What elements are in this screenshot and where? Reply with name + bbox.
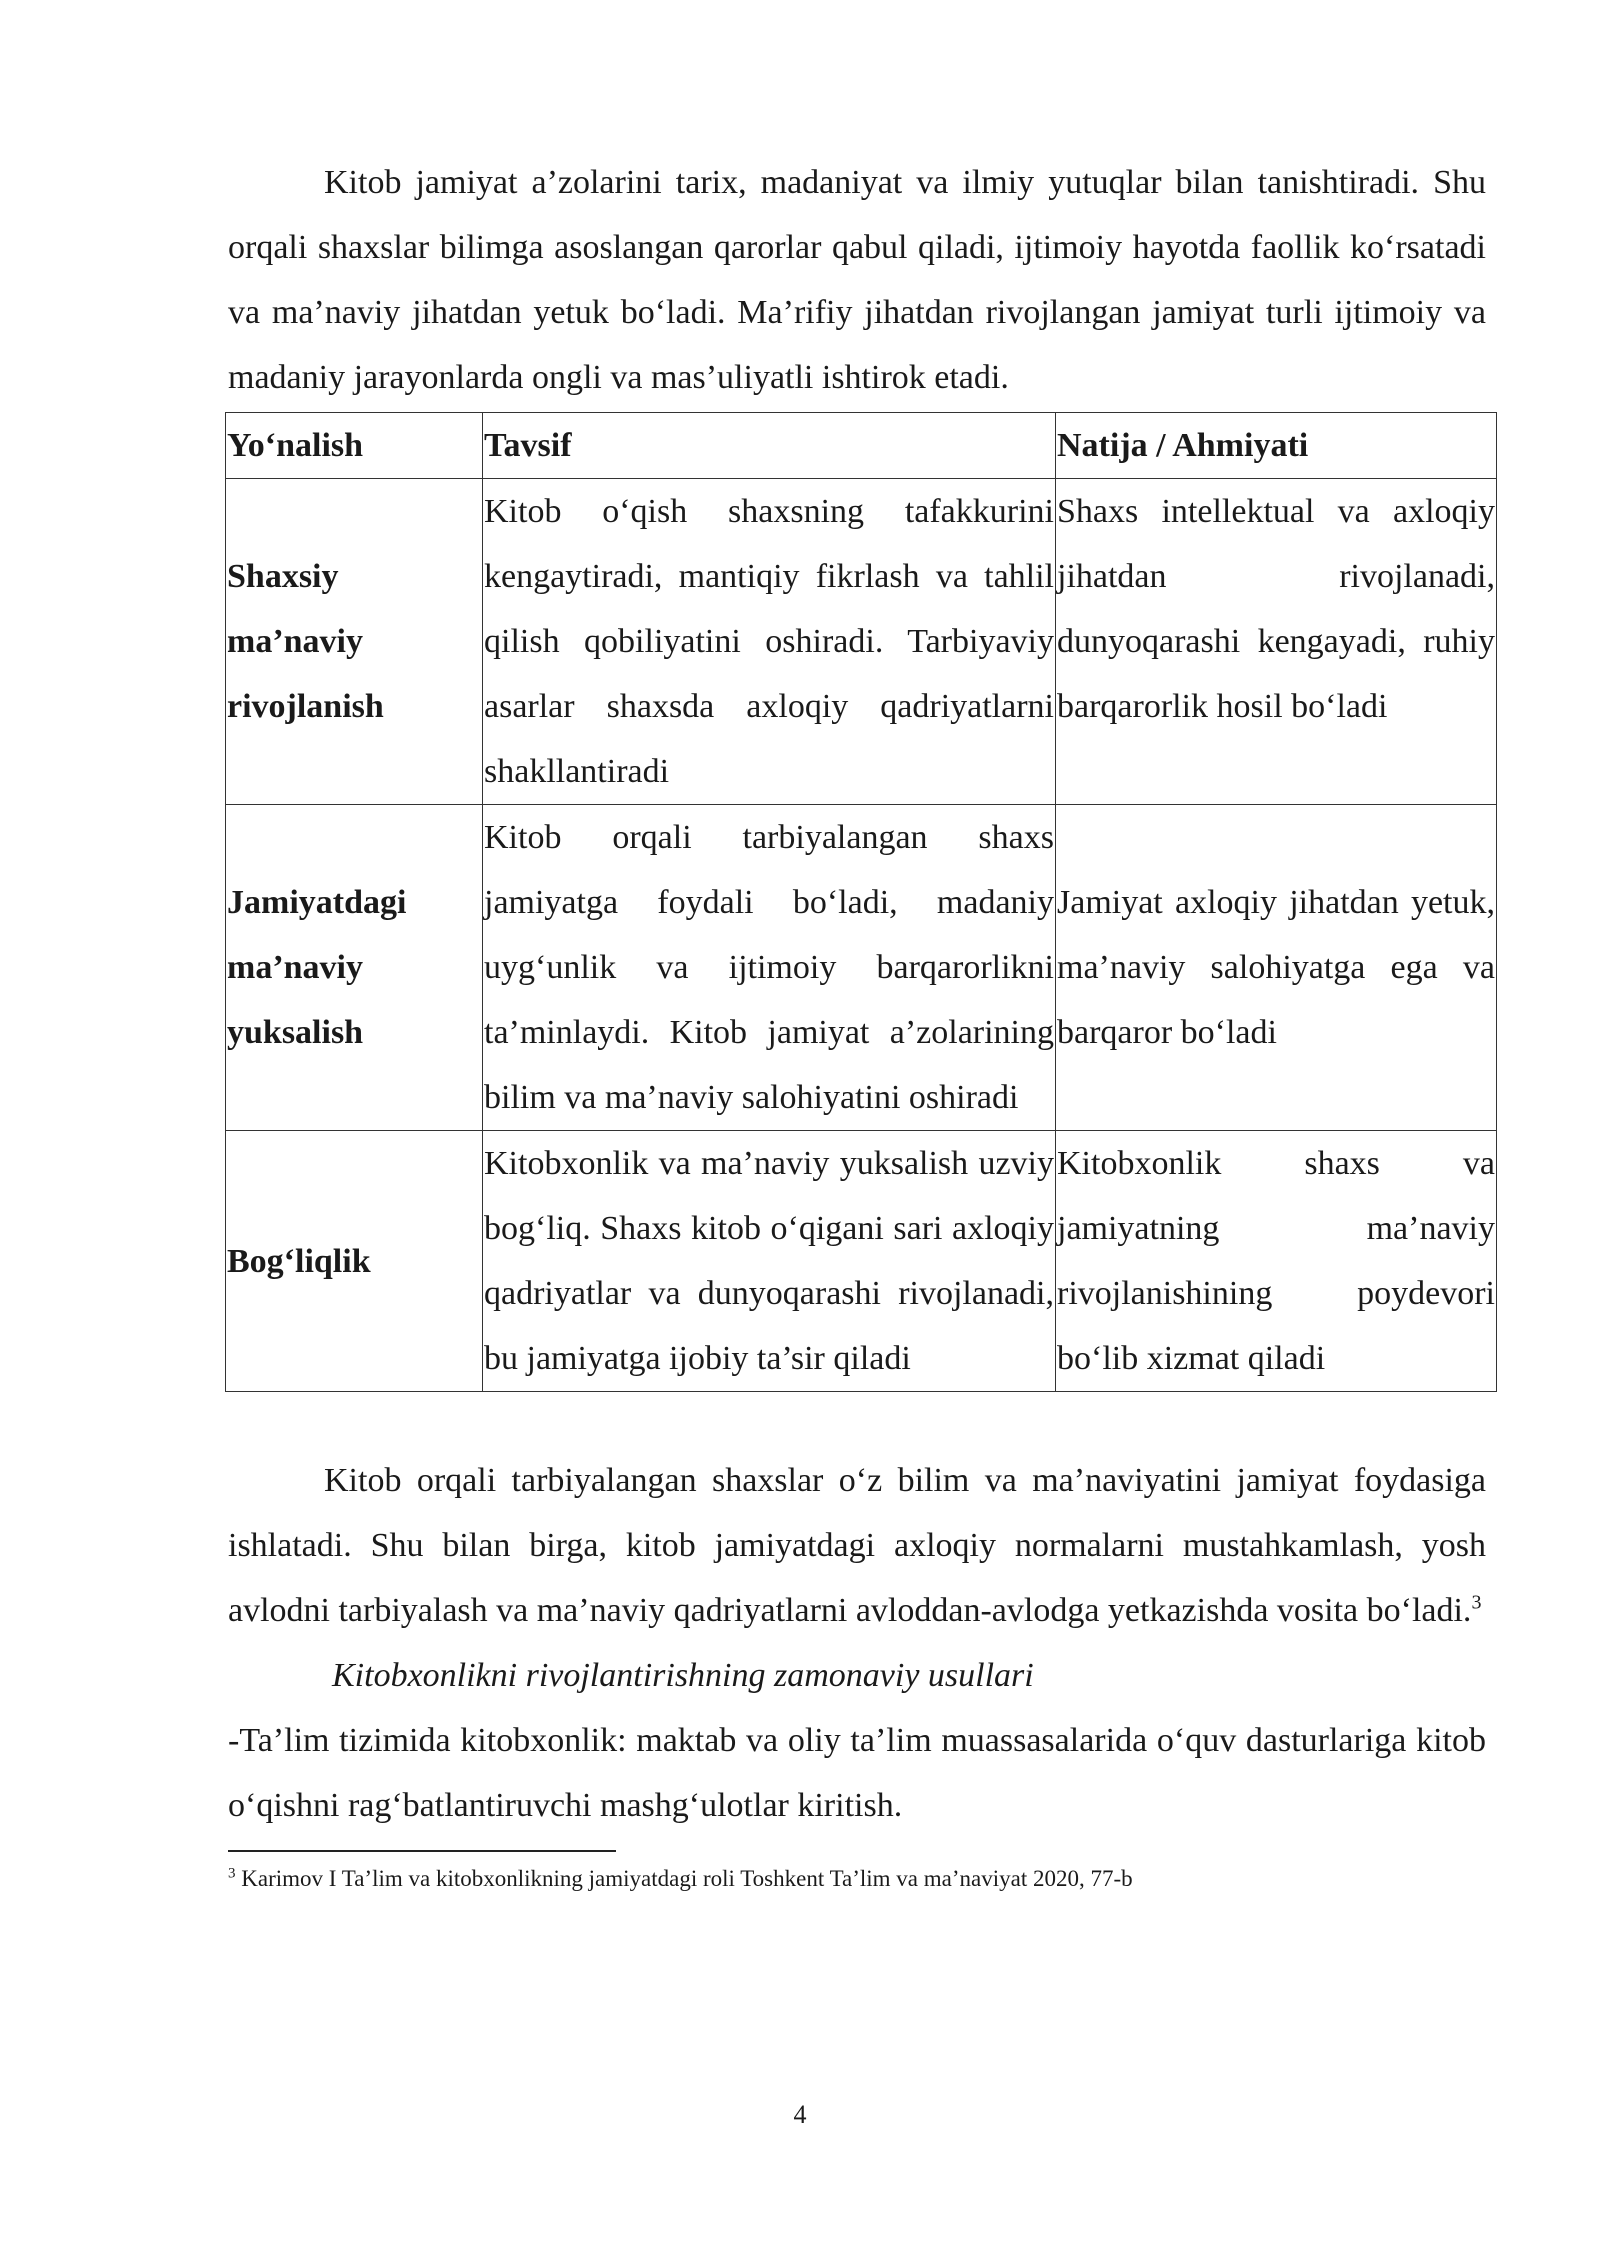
- footnote-reference[interactable]: 3: [1471, 1591, 1482, 1614]
- intro-paragraph: Kitob jamiyat a’zolarini tarix, madaniyat va ilmiy yutuqlar bilan tanishtiradi. Shu orqali shaxslar bilimga asoslangan qarorlar qabul qiladi, ijtimoiy hayotda faollik ko‘rsatadi va ma’naviy jihatdan yetuk bo‘ladi. Ma’rifiy jihatdan rivojlangan jamiyat turli ijtimoiy va madaniy jarayonlarda ongli va mas’uliyatli ishtirok etadi.: [228, 164, 1486, 396]
- list-item: -Ta’lim tizimida kitobxonlik: maktab va oliy ta’lim muassasalarida o‘quv dasturlariga kitob o‘qishni rag‘batlantiruvchi mashg‘ulotlar kiritish.: [228, 1722, 1486, 1824]
- table-header-row: [226, 413, 1497, 479]
- table-row: [226, 479, 1497, 805]
- table-cell-result: Jamiyat axloqiy jihatdan yetuk, ma’naviy salohiyatga ega va barqaror bo‘ladi: [1056, 805, 1497, 1131]
- footnote: [228, 1864, 1486, 1894]
- footnote-divider: [228, 1850, 616, 1852]
- table-cell-result: Kitobxonlik shaxs va jamiyatning ma’naviy rivojlanishining poydevori bo‘lib xizmat qiladi: [1056, 1131, 1497, 1392]
- table-cell-direction: Jamiyatdagi ma’naviy yuksalish: [226, 805, 483, 1131]
- table-cell-description: Kitob o‘qish shaxsning tafakkurini kengaytiradi, mantiqiy fikrlash va tahlil qilish qobiliyatini oshiradi. Tarbiyaviy asarlar shaxsda axloqiy qadriyatlarni shakllantiradi: [483, 479, 1056, 805]
- section-subheading: Kitobxonlikni rivojlantirishning zamonaviy usullari: [332, 1657, 1034, 1694]
- page-number: 4: [793, 2100, 807, 2129]
- table-row: [226, 1131, 1497, 1392]
- table-header-result: Natija / Ahmiyati: [1056, 413, 1497, 479]
- table-cell-description: Kitobxonlik va ma’naviy yuksalish uzviy bog‘liq. Shaxs kitob o‘qigani sari axloqiy qadriyatlar va dunyoqarashi rivojlanadi, bu jamiyatga ijobiy ta’sir qiladi: [483, 1131, 1056, 1392]
- document-page: [227, 150, 1495, 1894]
- footnote-number: 3: [228, 1865, 236, 1882]
- second-paragraph: [228, 1448, 1486, 1643]
- table-header-description: Tavsif: [483, 413, 1056, 479]
- table-cell-result: Shaxs intellektual va axloqiy jihatdan rivojlanadi, dunyoqarashi kengayadi, ruhiy barqarorlik hosil bo‘ladi: [1056, 479, 1497, 805]
- comparison-table: [225, 412, 1497, 1392]
- footnote-text: Karimov I Ta’lim va kitobxonlikning jamiyatdagi roli Toshkent Ta’lim va ma’naviyat 2020, 77-b: [235, 1866, 1133, 1891]
- table-cell-direction: Bog‘liqlik: [226, 1131, 483, 1392]
- table-row: [226, 805, 1497, 1131]
- table-header-direction: Yo‘nalish: [226, 413, 483, 479]
- table-cell-direction: Shaxsiy ma’naviy rivojlanish: [226, 479, 483, 805]
- table-cell-description: Kitob orqali tarbiyalangan shaxs jamiyatga foydali bo‘ladi, madaniy uyg‘unlik va ijtimoiy barqarorlikni ta’minlaydi. Kitob jamiyat a’zolarining bilim va ma’naviy salohiyatini oshiradi: [483, 805, 1056, 1131]
- second-paragraph-text: Kitob orqali tarbiyalangan shaxslar o‘z bilim va ma’naviyatini jamiyat foydasiga ishlatadi. Shu bilan birga, kitob jamiyatdagi axloqiy normalarni mustahkamlash, yosh avlodni tarbiyalash va ma’naviy qadriyatlarni avloddan-avlodga yetkazishda vosita bo‘ladi.: [228, 1462, 1486, 1629]
